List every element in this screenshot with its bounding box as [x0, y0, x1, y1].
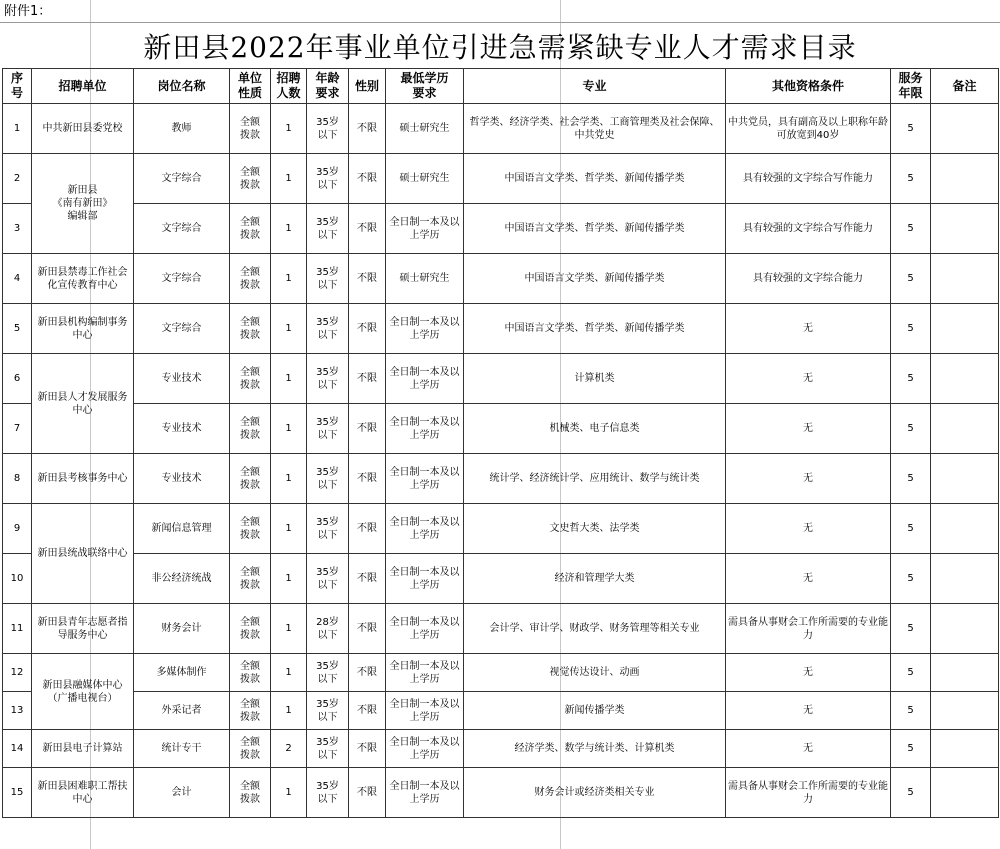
cell-gender[interactable]: 不限	[349, 404, 386, 454]
cell-service[interactable]: 5	[891, 654, 931, 692]
cell-unit[interactable]: 中共新田县委党校	[32, 104, 134, 154]
cell-nature[interactable]: 全额 拨款	[230, 404, 271, 454]
cell-other[interactable]: 需具备从事财会工作所需要的专业能力	[726, 768, 891, 818]
table-row	[3, 354, 999, 404]
cell-other[interactable]: 无	[726, 354, 891, 404]
cell-education[interactable]: 全日制一本及以上学历	[386, 304, 464, 354]
cell-remark[interactable]	[931, 554, 999, 604]
table-row	[3, 692, 999, 730]
cell-service[interactable]: 5	[891, 354, 931, 404]
cell-remark[interactable]	[931, 254, 999, 304]
cell-gender[interactable]: 不限	[349, 304, 386, 354]
cell-count[interactable]: 1	[271, 104, 307, 154]
cell-service[interactable]: 5	[891, 254, 931, 304]
cell-count[interactable]: 2	[271, 730, 307, 768]
cell-other[interactable]: 具有较强的文字综合能力	[726, 254, 891, 304]
cell-other[interactable]: 无	[726, 654, 891, 692]
cell-age[interactable]: 35岁 以下	[307, 504, 349, 554]
cell-gender[interactable]: 不限	[349, 154, 386, 204]
cell-age[interactable]: 35岁 以下	[307, 692, 349, 730]
header-remark[interactable]: 备注	[931, 69, 999, 104]
cell-position[interactable]: 多媒体制作	[134, 654, 230, 692]
cell-nature[interactable]: 全额 拨款	[230, 254, 271, 304]
header-other[interactable]: 其他资格条件	[726, 69, 891, 104]
cell-major[interactable]: 经济和管理学大类	[464, 554, 726, 604]
cell-position[interactable]: 专业技术	[134, 404, 230, 454]
cell-remark[interactable]	[931, 204, 999, 254]
header-unit[interactable]: 招聘单位	[32, 69, 134, 104]
cell-unit[interactable]: 新田县青年志愿者指导服务中心	[32, 604, 134, 654]
cell-remark[interactable]	[931, 354, 999, 404]
table-row	[3, 768, 999, 818]
cell-service[interactable]: 5	[891, 768, 931, 818]
cell-position[interactable]: 会计	[134, 768, 230, 818]
cell-age[interactable]: 35岁 以下	[307, 354, 349, 404]
cell-major[interactable]: 经济学类、数学与统计类、计算机类	[464, 730, 726, 768]
cell-position[interactable]: 文字综合	[134, 254, 230, 304]
cell-education[interactable]: 全日制一本及以上学历	[386, 454, 464, 504]
cell-major[interactable]: 中国语言文学类、哲学类、新闻传播学类	[464, 204, 726, 254]
cell-count[interactable]: 1	[271, 254, 307, 304]
cell-unit[interactable]: 新田县 《南有新田》 编辑部	[32, 154, 134, 254]
cell-remark[interactable]	[931, 768, 999, 818]
cell-service[interactable]: 5	[891, 404, 931, 454]
cell-nature[interactable]: 全额 拨款	[230, 692, 271, 730]
cell-count[interactable]: 1	[271, 204, 307, 254]
cell-other[interactable]: 需具备从事财会工作所需要的专业能力	[726, 604, 891, 654]
cell-remark[interactable]	[931, 504, 999, 554]
table-row	[3, 204, 999, 254]
page-title[interactable]: 新田县2022年事业单位引进急需紧缺专业人才需求目录	[143, 30, 857, 64]
cell-major[interactable]: 中国语言文学类、哲学类、新闻传播学类	[464, 304, 726, 354]
cell-age[interactable]: 35岁 以下	[307, 730, 349, 768]
cell-seq[interactable]: 12	[3, 654, 32, 692]
cell-count[interactable]: 1	[271, 404, 307, 454]
cell-count[interactable]: 1	[271, 554, 307, 604]
cell-age[interactable]: 35岁 以下	[307, 554, 349, 604]
cell-position[interactable]: 财务会计	[134, 604, 230, 654]
cell-gender[interactable]: 不限	[349, 104, 386, 154]
cell-education[interactable]: 全日制一本及以上学历	[386, 504, 464, 554]
cell-position[interactable]: 新闻信息管理	[134, 504, 230, 554]
table-row	[3, 504, 999, 554]
cell-gender[interactable]: 不限	[349, 554, 386, 604]
header-row	[3, 69, 999, 104]
cell-service[interactable]: 5	[891, 154, 931, 204]
cell-position[interactable]: 文字综合	[134, 204, 230, 254]
cell-education[interactable]: 全日制一本及以上学历	[386, 768, 464, 818]
cell-remark[interactable]	[931, 404, 999, 454]
cell-position[interactable]: 非公经济统战	[134, 554, 230, 604]
cell-education[interactable]: 硕士研究生	[386, 254, 464, 304]
table-row	[3, 254, 999, 304]
cell-seq[interactable]: 7	[3, 404, 32, 454]
cell-service[interactable]: 5	[891, 104, 931, 154]
cell-seq[interactable]: 11	[3, 604, 32, 654]
cell-education[interactable]: 全日制一本及以上学历	[386, 692, 464, 730]
cell-gender[interactable]: 不限	[349, 692, 386, 730]
header-age[interactable]: 年龄 要求	[307, 69, 349, 104]
cell-seq[interactable]: 8	[3, 454, 32, 504]
cell-nature[interactable]: 全额 拨款	[230, 204, 271, 254]
cell-seq[interactable]: 14	[3, 730, 32, 768]
cell-count[interactable]: 1	[271, 654, 307, 692]
cell-unit[interactable]: 新田县人才发展服务中心	[32, 354, 134, 454]
cell-education[interactable]: 硕士研究生	[386, 104, 464, 154]
header-service[interactable]: 服务 年限	[891, 69, 931, 104]
cell-unit[interactable]: 新田县禁毒工作社会化宣传教育中心	[32, 254, 134, 304]
cell-other[interactable]: 无	[726, 454, 891, 504]
cell-gender[interactable]: 不限	[349, 254, 386, 304]
cell-gender[interactable]: 不限	[349, 354, 386, 404]
recruitment-table	[2, 68, 999, 818]
cell-major[interactable]: 计算机类	[464, 354, 726, 404]
table-row	[3, 404, 999, 454]
header-seq[interactable]: 序 号	[3, 69, 32, 104]
cell-position[interactable]: 专业技术	[134, 454, 230, 504]
cell-nature[interactable]: 全额 拨款	[230, 730, 271, 768]
cell-major[interactable]: 视觉传达设计、动画	[464, 654, 726, 692]
cell-seq[interactable]: 4	[3, 254, 32, 304]
cell-position[interactable]: 文字综合	[134, 154, 230, 204]
cell-service[interactable]: 5	[891, 204, 931, 254]
cell-count[interactable]: 1	[271, 454, 307, 504]
cell-seq[interactable]: 1	[3, 104, 32, 154]
cell-major[interactable]: 新闻传播学类	[464, 692, 726, 730]
cell-remark[interactable]	[931, 454, 999, 504]
cell-service[interactable]: 5	[891, 554, 931, 604]
cell-major[interactable]: 文史哲大类、法学类	[464, 504, 726, 554]
cell-gender[interactable]: 不限	[349, 504, 386, 554]
cell-age[interactable]: 35岁 以下	[307, 304, 349, 354]
cell-education[interactable]: 全日制一本及以上学历	[386, 204, 464, 254]
cell-education[interactable]: 全日制一本及以上学历	[386, 604, 464, 654]
cell-position[interactable]: 教师	[134, 104, 230, 154]
cell-position[interactable]: 专业技术	[134, 354, 230, 404]
cell-other[interactable]: 无	[726, 692, 891, 730]
cell-position[interactable]: 外采记者	[134, 692, 230, 730]
cell-seq[interactable]: 15	[3, 768, 32, 818]
cell-major[interactable]: 财务会计或经济类相关专业	[464, 768, 726, 818]
cell-other[interactable]: 无	[726, 730, 891, 768]
cell-education[interactable]: 全日制一本及以上学历	[386, 654, 464, 692]
cell-count[interactable]: 1	[271, 504, 307, 554]
cell-seq[interactable]: 6	[3, 354, 32, 404]
cell-unit[interactable]: 新田县困难职工帮扶中心	[32, 768, 134, 818]
cell-remark[interactable]	[931, 154, 999, 204]
header-count[interactable]: 招聘 人数	[271, 69, 307, 104]
cell-unit[interactable]: 新田县统战联络中心	[32, 504, 134, 604]
cell-service[interactable]: 5	[891, 504, 931, 554]
cell-age[interactable]: 35岁 以下	[307, 454, 349, 504]
cell-nature[interactable]: 全额 拨款	[230, 504, 271, 554]
header-position[interactable]: 岗位名称	[134, 69, 230, 104]
header-major[interactable]: 专业	[464, 69, 726, 104]
cell-nature[interactable]: 全额 拨款	[230, 454, 271, 504]
cell-major[interactable]: 机械类、电子信息类	[464, 404, 726, 454]
table-row	[3, 304, 999, 354]
cell-gender[interactable]: 不限	[349, 730, 386, 768]
table-row	[3, 104, 999, 154]
cell-other[interactable]: 中共党员，具有副高及以上职称年龄可放宽到40岁	[726, 104, 891, 154]
cell-age[interactable]: 35岁 以下	[307, 404, 349, 454]
cell-nature[interactable]: 全额 拨款	[230, 654, 271, 692]
cell-major[interactable]: 哲学类、经济学类、社会学类、工商管理类及社会保障、中共党史	[464, 104, 726, 154]
cell-education[interactable]: 全日制一本及以上学历	[386, 730, 464, 768]
table-row	[3, 730, 999, 768]
cell-remark[interactable]	[931, 104, 999, 154]
cell-major[interactable]: 统计学、经济统计学、应用统计、数学与统计类	[464, 454, 726, 504]
table-row	[3, 154, 999, 204]
cell-other[interactable]: 无	[726, 304, 891, 354]
attachment-label[interactable]: 附件1：	[4, 4, 52, 19]
cell-other[interactable]: 无	[726, 554, 891, 604]
cell-service[interactable]: 5	[891, 304, 931, 354]
header-gender[interactable]: 性别	[349, 69, 386, 104]
cell-position[interactable]: 统计专干	[134, 730, 230, 768]
cell-service[interactable]: 5	[891, 454, 931, 504]
cell-gender[interactable]: 不限	[349, 768, 386, 818]
cell-age[interactable]: 35岁 以下	[307, 654, 349, 692]
table-row	[3, 604, 999, 654]
cell-nature[interactable]: 全额 拨款	[230, 154, 271, 204]
cell-major[interactable]: 中国语言文学类、新闻传播学类	[464, 254, 726, 304]
cell-nature[interactable]: 全额 拨款	[230, 554, 271, 604]
cell-other[interactable]: 无	[726, 504, 891, 554]
cell-age[interactable]: 35岁 以下	[307, 104, 349, 154]
cell-gender[interactable]: 不限	[349, 654, 386, 692]
cell-other[interactable]: 具有较强的文字综合写作能力	[726, 154, 891, 204]
cell-remark[interactable]	[931, 304, 999, 354]
cell-seq[interactable]: 10	[3, 554, 32, 604]
cell-count[interactable]: 1	[271, 304, 307, 354]
cell-count[interactable]: 1	[271, 154, 307, 204]
cell-age[interactable]: 35岁 以下	[307, 154, 349, 204]
cell-seq[interactable]: 9	[3, 504, 32, 554]
cell-education[interactable]: 全日制一本及以上学历	[386, 354, 464, 404]
cell-other[interactable]: 无	[726, 404, 891, 454]
cell-seq[interactable]: 3	[3, 204, 32, 254]
cell-remark[interactable]	[931, 654, 999, 692]
cell-remark[interactable]	[931, 730, 999, 768]
cell-count[interactable]: 1	[271, 692, 307, 730]
cell-age[interactable]: 35岁 以下	[307, 768, 349, 818]
cell-age[interactable]: 35岁 以下	[307, 254, 349, 304]
cell-nature[interactable]: 全额 拨款	[230, 104, 271, 154]
cell-count[interactable]: 1	[271, 604, 307, 654]
cell-service[interactable]: 5	[891, 730, 931, 768]
table-row	[3, 454, 999, 504]
table-row	[3, 654, 999, 692]
cell-unit[interactable]: 新田县融媒体中心（广播电视台）	[32, 654, 134, 730]
cell-remark[interactable]	[931, 604, 999, 654]
cell-nature[interactable]: 全额 拨款	[230, 304, 271, 354]
cell-nature[interactable]: 全额 拨款	[230, 604, 271, 654]
cell-age[interactable]: 28岁 以下	[307, 604, 349, 654]
cell-count[interactable]: 1	[271, 768, 307, 818]
cell-count[interactable]: 1	[271, 354, 307, 404]
table-row	[3, 554, 999, 604]
cell-seq[interactable]: 5	[3, 304, 32, 354]
cell-other[interactable]: 具有较强的文字综合写作能力	[726, 204, 891, 254]
cell-service[interactable]: 5	[891, 692, 931, 730]
cell-nature[interactable]: 全额 拨款	[230, 354, 271, 404]
header-nature[interactable]: 单位 性质	[230, 69, 271, 104]
cell-major[interactable]: 中国语言文学类、哲学类、新闻传播学类	[464, 154, 726, 204]
cell-unit[interactable]: 新田县机构编制事务中心	[32, 304, 134, 354]
cell-nature[interactable]: 全额 拨款	[230, 768, 271, 818]
cell-unit[interactable]: 新田县考核事务中心	[32, 454, 134, 504]
cell-major[interactable]: 会计学、审计学、财政学、财务管理等相关专业	[464, 604, 726, 654]
cell-service[interactable]: 5	[891, 604, 931, 654]
cell-education[interactable]: 全日制一本及以上学历	[386, 404, 464, 454]
cell-gender[interactable]: 不限	[349, 204, 386, 254]
cell-seq[interactable]: 13	[3, 692, 32, 730]
cell-remark[interactable]	[931, 692, 999, 730]
cell-position[interactable]: 文字综合	[134, 304, 230, 354]
cell-seq[interactable]: 2	[3, 154, 32, 204]
cell-gender[interactable]: 不限	[349, 454, 386, 504]
cell-education[interactable]: 硕士研究生	[386, 154, 464, 204]
cell-gender[interactable]: 不限	[349, 604, 386, 654]
cell-age[interactable]: 35岁 以下	[307, 204, 349, 254]
header-education[interactable]: 最低学历 要求	[386, 69, 464, 104]
cell-unit[interactable]: 新田县电子计算站	[32, 730, 134, 768]
cell-education[interactable]: 全日制一本及以上学历	[386, 554, 464, 604]
